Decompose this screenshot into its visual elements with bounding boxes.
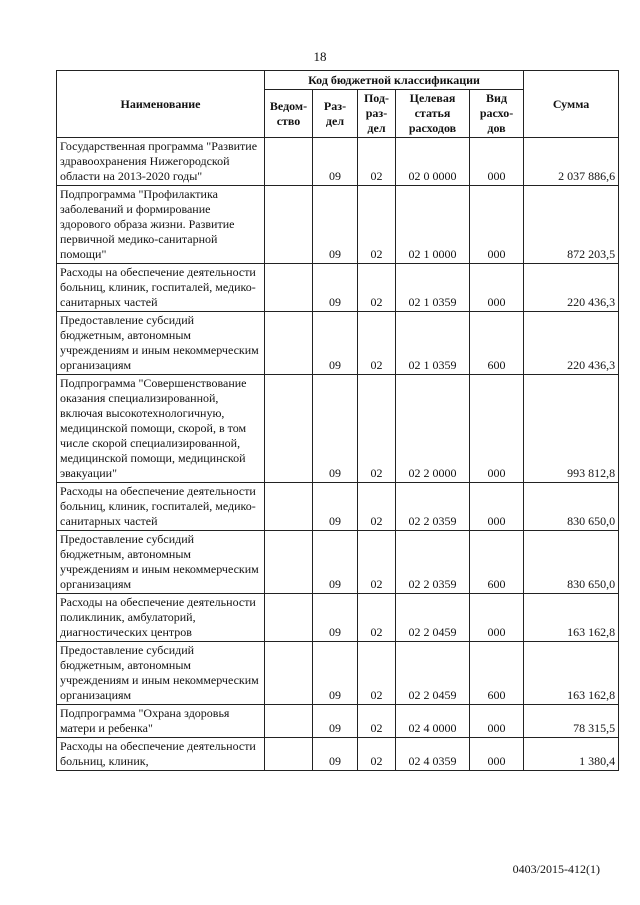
cell-razdel: 09 bbox=[313, 312, 358, 375]
cell-vedomstvo bbox=[265, 483, 313, 531]
cell-vedomstvo bbox=[265, 705, 313, 738]
cell-name: Государственная программа "Развитие здравоохранения Нижегородской области на 2013-2020 годы" bbox=[57, 138, 265, 186]
table-row bbox=[57, 531, 619, 594]
cell-name: Расходы на обеспечение деятельности больниц, клиник, bbox=[57, 738, 265, 771]
cell-vedomstvo bbox=[265, 642, 313, 705]
cell-summa: 163 162,8 bbox=[524, 594, 619, 642]
cell-vid: 000 bbox=[470, 483, 524, 531]
table-body bbox=[57, 138, 619, 771]
cell-vid: 000 bbox=[470, 138, 524, 186]
cell-name: Расходы на обеспечение деятельности больниц, клиник, госпиталей, медико-санитарных частей bbox=[57, 483, 265, 531]
table-row bbox=[57, 186, 619, 264]
cell-tselevaya: 02 4 0359 bbox=[396, 738, 470, 771]
cell-razdel: 09 bbox=[313, 186, 358, 264]
cell-razdel: 09 bbox=[313, 531, 358, 594]
header-tselevaya: Целевая статья расходов bbox=[396, 90, 470, 138]
header-podrazdel: Под-раз-дел bbox=[358, 90, 396, 138]
cell-name: Подпрограмма "Охрана здоровья матери и ребенка" bbox=[57, 705, 265, 738]
header-summa: Сумма bbox=[524, 71, 619, 138]
cell-name: Расходы на обеспечение деятельности поликлиник, амбулаторий, диагностических центров bbox=[57, 594, 265, 642]
cell-podrazdel: 02 bbox=[358, 138, 396, 186]
cell-summa: 2 037 886,6 bbox=[524, 138, 619, 186]
header-code-group: Код бюджетной классификации bbox=[265, 71, 524, 90]
table-row bbox=[57, 642, 619, 705]
cell-vid: 000 bbox=[470, 594, 524, 642]
cell-summa: 830 650,0 bbox=[524, 483, 619, 531]
table-row bbox=[57, 264, 619, 312]
cell-vid: 600 bbox=[470, 531, 524, 594]
cell-summa: 220 436,3 bbox=[524, 264, 619, 312]
cell-tselevaya: 02 2 0000 bbox=[396, 375, 470, 483]
cell-podrazdel: 02 bbox=[358, 705, 396, 738]
table-row bbox=[57, 138, 619, 186]
cell-tselevaya: 02 2 0459 bbox=[396, 594, 470, 642]
cell-summa: 872 203,5 bbox=[524, 186, 619, 264]
table-row bbox=[57, 312, 619, 375]
cell-podrazdel: 02 bbox=[358, 642, 396, 705]
cell-razdel: 09 bbox=[313, 264, 358, 312]
cell-razdel: 09 bbox=[313, 642, 358, 705]
budget-table bbox=[56, 70, 619, 771]
cell-summa: 78 315,5 bbox=[524, 705, 619, 738]
cell-podrazdel: 02 bbox=[358, 312, 396, 375]
cell-razdel: 09 bbox=[313, 138, 358, 186]
table-row bbox=[57, 375, 619, 483]
cell-vedomstvo bbox=[265, 594, 313, 642]
cell-tselevaya: 02 2 0359 bbox=[396, 483, 470, 531]
cell-razdel: 09 bbox=[313, 705, 358, 738]
table-header bbox=[57, 71, 619, 138]
cell-vedomstvo bbox=[265, 312, 313, 375]
cell-summa: 163 162,8 bbox=[524, 642, 619, 705]
cell-razdel: 09 bbox=[313, 594, 358, 642]
cell-tselevaya: 02 0 0000 bbox=[396, 138, 470, 186]
cell-vid: 600 bbox=[470, 642, 524, 705]
cell-tselevaya: 02 4 0000 bbox=[396, 705, 470, 738]
header-razdel: Раз-дел bbox=[313, 90, 358, 138]
cell-summa: 830 650,0 bbox=[524, 531, 619, 594]
cell-podrazdel: 02 bbox=[358, 186, 396, 264]
table-row bbox=[57, 483, 619, 531]
cell-name: Предоставление субсидий бюджетным, автономным учреждениям и иным некоммерческим организациям bbox=[57, 642, 265, 705]
cell-summa: 1 380,4 bbox=[524, 738, 619, 771]
cell-razdel: 09 bbox=[313, 483, 358, 531]
cell-summa: 220 436,3 bbox=[524, 312, 619, 375]
cell-vid: 000 bbox=[470, 375, 524, 483]
cell-name: Предоставление субсидий бюджетным, автономным учреждениям и иным некоммерческим организациям bbox=[57, 312, 265, 375]
cell-podrazdel: 02 bbox=[358, 594, 396, 642]
cell-podrazdel: 02 bbox=[358, 531, 396, 594]
cell-tselevaya: 02 1 0359 bbox=[396, 312, 470, 375]
cell-summa: 993 812,8 bbox=[524, 375, 619, 483]
cell-vid: 000 bbox=[470, 705, 524, 738]
cell-vedomstvo bbox=[265, 264, 313, 312]
footer-document-code: 0403/2015-412(1) bbox=[512, 862, 600, 876]
cell-tselevaya: 02 2 0459 bbox=[396, 642, 470, 705]
cell-vid: 000 bbox=[470, 738, 524, 771]
cell-vedomstvo bbox=[265, 375, 313, 483]
table-row bbox=[57, 738, 619, 771]
cell-vedomstvo bbox=[265, 738, 313, 771]
header-vedomstvo: Ведом-ство bbox=[265, 90, 313, 138]
cell-name: Подпрограмма "Профилактика заболеваний и формирование здорового образа жизни. Развитие первичной медико-санитарной помощи" bbox=[57, 186, 265, 264]
cell-name: Расходы на обеспечение деятельности больниц, клиник, госпиталей, медико-санитарных частей bbox=[57, 264, 265, 312]
cell-name: Подпрограмма "Совершенствование оказания специализированной, включая высокотехнологичную, медицинской помощи, скорой, в том числе скорой специализированной, медицинской помощи, медицинской эвакуации" bbox=[57, 375, 265, 483]
cell-podrazdel: 02 bbox=[358, 483, 396, 531]
cell-razdel: 09 bbox=[313, 738, 358, 771]
table-row bbox=[57, 705, 619, 738]
cell-vedomstvo bbox=[265, 138, 313, 186]
cell-vid: 000 bbox=[470, 186, 524, 264]
cell-tselevaya: 02 1 0000 bbox=[396, 186, 470, 264]
cell-razdel: 09 bbox=[313, 375, 358, 483]
cell-tselevaya: 02 1 0359 bbox=[396, 264, 470, 312]
cell-name: Предоставление субсидий бюджетным, автономным учреждениям и иным некоммерческим организациям bbox=[57, 531, 265, 594]
header-vid: Вид расхо-дов bbox=[470, 90, 524, 138]
cell-vedomstvo bbox=[265, 186, 313, 264]
cell-vid: 000 bbox=[470, 264, 524, 312]
table-row bbox=[57, 594, 619, 642]
cell-podrazdel: 02 bbox=[358, 738, 396, 771]
cell-vedomstvo bbox=[265, 531, 313, 594]
cell-podrazdel: 02 bbox=[358, 375, 396, 483]
cell-vid: 600 bbox=[470, 312, 524, 375]
cell-tselevaya: 02 2 0359 bbox=[396, 531, 470, 594]
page-number: 18 bbox=[313, 49, 327, 64]
header-name: Наименование bbox=[57, 71, 265, 138]
cell-podrazdel: 02 bbox=[358, 264, 396, 312]
